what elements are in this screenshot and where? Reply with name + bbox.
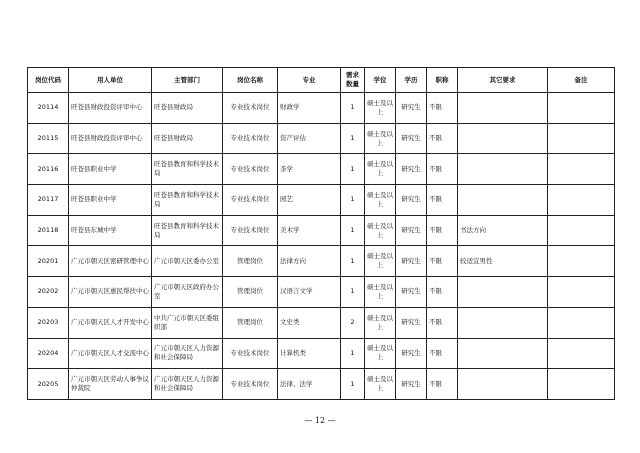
cell-major: 法律方向 [278,246,341,277]
cell-remarks [548,307,615,338]
cell-quantity: 2 [341,307,365,338]
cell-supervisor: 旺苍县教育和科学技术局 [152,154,223,185]
cell-position-name: 专业技术岗位 [223,154,278,185]
cell-position-name: 专业技术岗位 [223,338,278,369]
cell-other-requirements [458,185,548,216]
cell-quantity: 1 [341,215,365,246]
cell-employer: 广元市朝天区密研管理中心 [69,246,152,277]
cell-position-code: 20118 [28,215,69,246]
cell-title: 不限 [427,93,458,124]
cell-major: 汉语言文学 [278,277,341,308]
cell-supervisor: 广元市朝天区委办公室 [152,246,223,277]
cell-education: 研究生 [396,307,427,338]
cell-major: 文史类 [278,307,341,338]
cell-position-name: 管理岗位 [223,277,278,308]
cell-degree: 硕士及以上 [365,369,396,400]
cell-position-code: 20205 [28,369,69,400]
cell-major: 计算机类 [278,338,341,369]
cell-position-code: 20115 [28,123,69,154]
cell-quantity: 1 [341,123,365,154]
cell-degree: 硕士及以上 [365,338,396,369]
cell-title: 不限 [427,369,458,400]
cell-supervisor: 广元市朝天区政府办公室 [152,277,223,308]
cell-other-requirements [458,277,548,308]
header-quantity: 需求数量 [341,68,365,93]
table-row [28,185,615,216]
table-row [28,246,615,277]
cell-supervisor: 旺苍县教育和科学技术局 [152,215,223,246]
cell-education: 研究生 [396,123,427,154]
cell-title: 不限 [427,215,458,246]
cell-position-code: 20116 [28,154,69,185]
cell-other-requirements [458,369,548,400]
cell-quantity: 1 [341,185,365,216]
cell-supervisor: 广元市朝天区人力资源和社会保障局 [152,338,223,369]
cell-major: 法律、法学 [278,369,341,400]
cell-quantity: 1 [341,338,365,369]
cell-supervisor: 广元市朝天区人力资源和社会保障局 [152,369,223,400]
cell-degree: 硕士及以上 [365,123,396,154]
table-row [28,93,615,124]
cell-quantity: 1 [341,369,365,400]
cell-major: 资产评估 [278,123,341,154]
cell-education: 研究生 [396,93,427,124]
cell-employer: 旺苍县职业中学 [69,185,152,216]
cell-quantity: 1 [341,277,365,308]
cell-degree: 硕士及以上 [365,93,396,124]
cell-education: 研究生 [396,185,427,216]
cell-remarks [548,154,615,185]
cell-major: 茶学 [278,154,341,185]
cell-title: 不限 [427,154,458,185]
cell-position-name: 专业技术岗位 [223,123,278,154]
cell-position-name: 管理岗位 [223,246,278,277]
header-education: 学历 [396,68,427,93]
cell-other-requirements [458,93,548,124]
header-supervisor: 主管部门 [152,68,223,93]
cell-education: 研究生 [396,277,427,308]
cell-position-code: 20114 [28,93,69,124]
cell-remarks [548,338,615,369]
header-major: 专业 [278,68,341,93]
cell-quantity: 1 [341,93,365,124]
cell-education: 研究生 [396,215,427,246]
table-row [28,338,615,369]
cell-title: 不限 [427,307,458,338]
cell-employer: 广元市朝天区惠民帮扶中心 [69,277,152,308]
table-row [28,215,615,246]
cell-employer: 旺苍县财政投资评审中心 [69,123,152,154]
cell-employer: 广元市朝天区人才交流中心 [69,338,152,369]
cell-education: 研究生 [396,154,427,185]
header-title: 职称 [427,68,458,93]
cell-title: 不限 [427,277,458,308]
cell-position-name: 专业技术岗位 [223,215,278,246]
cell-remarks [548,215,615,246]
header-position-code: 岗位代码 [28,68,69,93]
cell-position-name: 管理岗位 [223,307,278,338]
cell-other-requirements [458,338,548,369]
cell-employer: 旺苍县职业中学 [69,154,152,185]
header-degree: 学位 [365,68,396,93]
table-row [28,307,615,338]
table-row [28,154,615,185]
cell-quantity: 1 [341,246,365,277]
cell-remarks [548,277,615,308]
cell-employer: 广元市朝天区人才开发中心 [69,307,152,338]
cell-other-requirements [458,123,548,154]
cell-degree: 硕士及以上 [365,277,396,308]
cell-remarks [548,246,615,277]
table-row [28,277,615,308]
cell-position-code: 20201 [28,246,69,277]
cell-employer: 旺苍县东城中学 [69,215,152,246]
table-row [28,369,615,400]
cell-supervisor: 旺苍县教育和科学技术局 [152,185,223,216]
cell-major: 财政学 [278,93,341,124]
header-remarks: 备注 [548,68,615,93]
cell-degree: 硕士及以上 [365,246,396,277]
header-employer: 用人单位 [69,68,152,93]
cell-position-code: 20117 [28,185,69,216]
cell-education: 研究生 [396,246,427,277]
table-row [28,123,615,154]
recruitment-table [27,67,615,400]
cell-title: 不限 [427,338,458,369]
cell-education: 研究生 [396,369,427,400]
cell-title: 不限 [427,123,458,154]
table-header-row [28,68,615,93]
cell-position-name: 专业技术岗位 [223,93,278,124]
cell-major: 园艺 [278,185,341,216]
cell-position-code: 20204 [28,338,69,369]
cell-title: 不限 [427,185,458,216]
cell-position-name: 专业技术岗位 [223,369,278,400]
cell-other-requirements: 书法方向 [458,215,548,246]
cell-supervisor: 旺苍县财政局 [152,93,223,124]
cell-degree: 硕士及以上 [365,154,396,185]
header-other-requirements: 其它要求 [458,68,548,93]
cell-remarks [548,369,615,400]
cell-supervisor: 旺苍县财政局 [152,123,223,154]
cell-title: 不限 [427,246,458,277]
cell-degree: 硕士及以上 [365,185,396,216]
cell-employer: 旺苍县财政投资评审中心 [69,93,152,124]
page-number: — 12 — [304,416,336,425]
cell-remarks [548,93,615,124]
cell-other-requirements: 较适宜男性 [458,246,548,277]
cell-position-code: 20202 [28,277,69,308]
header-position-name: 岗位名称 [223,68,278,93]
cell-supervisor: 中共广元市朝天区委组织部 [152,307,223,338]
cell-quantity: 1 [341,154,365,185]
cell-remarks [548,123,615,154]
cell-remarks [548,185,615,216]
cell-position-code: 20203 [28,307,69,338]
cell-employer: 广元市朝天区劳动人事争议仲裁院 [69,369,152,400]
cell-position-name: 专业技术岗位 [223,185,278,216]
cell-degree: 硕士及以上 [365,215,396,246]
cell-other-requirements [458,154,548,185]
cell-degree: 硕士及以上 [365,307,396,338]
cell-major: 美术学 [278,215,341,246]
cell-other-requirements [458,307,548,338]
cell-education: 研究生 [396,338,427,369]
